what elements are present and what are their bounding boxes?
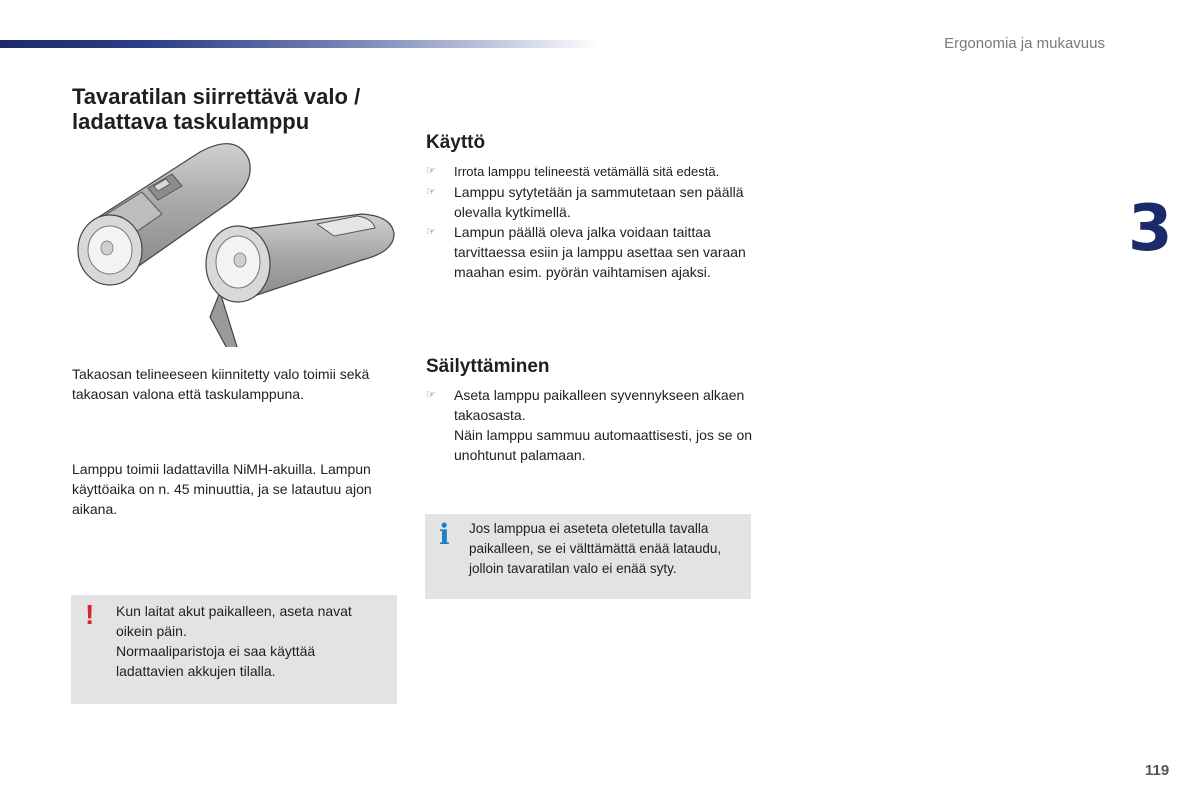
info-box [425, 514, 751, 599]
usage-bullet-1: Irrota lamppu telineestä vetämällä sitä edestä. [454, 164, 720, 179]
list-item [426, 222, 756, 282]
list-item [426, 161, 756, 182]
usage-list [426, 161, 756, 282]
chapter-number: 3 [1128, 192, 1173, 266]
pointing-hand-icon: ☞ [426, 389, 436, 401]
warning-text [116, 601, 386, 681]
usage-heading: Käyttö [426, 132, 486, 153]
pointing-hand-icon: ☞ [426, 226, 436, 238]
flashlight-open [206, 214, 394, 347]
storage-continuation: Näin lamppu sammuu automaattisesti, jos se on unohtunut palamaan. [454, 427, 753, 463]
page-number: 119 [1145, 762, 1170, 779]
pointing-hand-icon: ☞ [426, 186, 436, 198]
header-accent-bar [0, 40, 600, 48]
warning-box [71, 595, 397, 704]
storage-list [426, 385, 756, 465]
battery-paragraph: Lamppu toimii ladattavilla NiMH-akuilla. Lampun käyttöaika on n. 45 minuuttia, ja se latautuu ajon aikana. [72, 461, 372, 517]
warning-line-2: Normaaliparistoja ei saa käyttää ladattavien akkujen tilalla. [116, 643, 316, 679]
exclamation-icon: ! [85, 599, 95, 630]
section-title: Ergonomia ja mukavuus [944, 35, 1105, 52]
list-item [426, 182, 756, 222]
storage-bullet: Aseta lamppu paikalleen syvennykseen alkaen takaosasta. [454, 387, 745, 423]
info-icon: i [439, 518, 450, 551]
pointing-hand-icon: ☞ [426, 165, 436, 177]
usage-bullet-2: Lamppu sytytetään ja sammutetaan sen päällä olevalla kytkimellä. [454, 184, 744, 220]
list-item [426, 385, 756, 465]
flashlight-illustration [72, 132, 402, 347]
storage-heading: Säilyttäminen [426, 356, 550, 377]
usage-bullet-3: Lampun päällä oleva jalka voidaan taittaa tarvittaessa esiin ja lamppu asettaa sen varaan maahan esim. pyörän vaihtamisen ajaksi. [454, 224, 746, 280]
info-text: Jos lamppua ei aseteta oletetulla tavalla paikalleen, se ei välttämättä enää lataudu, jolloin tavaratilan valo ei enää syty. [469, 521, 722, 576]
warning-line-1: Kun laitat akut paikalleen, aseta navat oikein päin. [116, 603, 352, 639]
intro-paragraph: Takaosan telineeseen kiinnitetty valo toimii sekä takaosan valona että taskulamppuna. [72, 366, 370, 402]
page-title: Tavaratilan siirrettävä valo / ladattava taskulamppu [72, 84, 361, 134]
